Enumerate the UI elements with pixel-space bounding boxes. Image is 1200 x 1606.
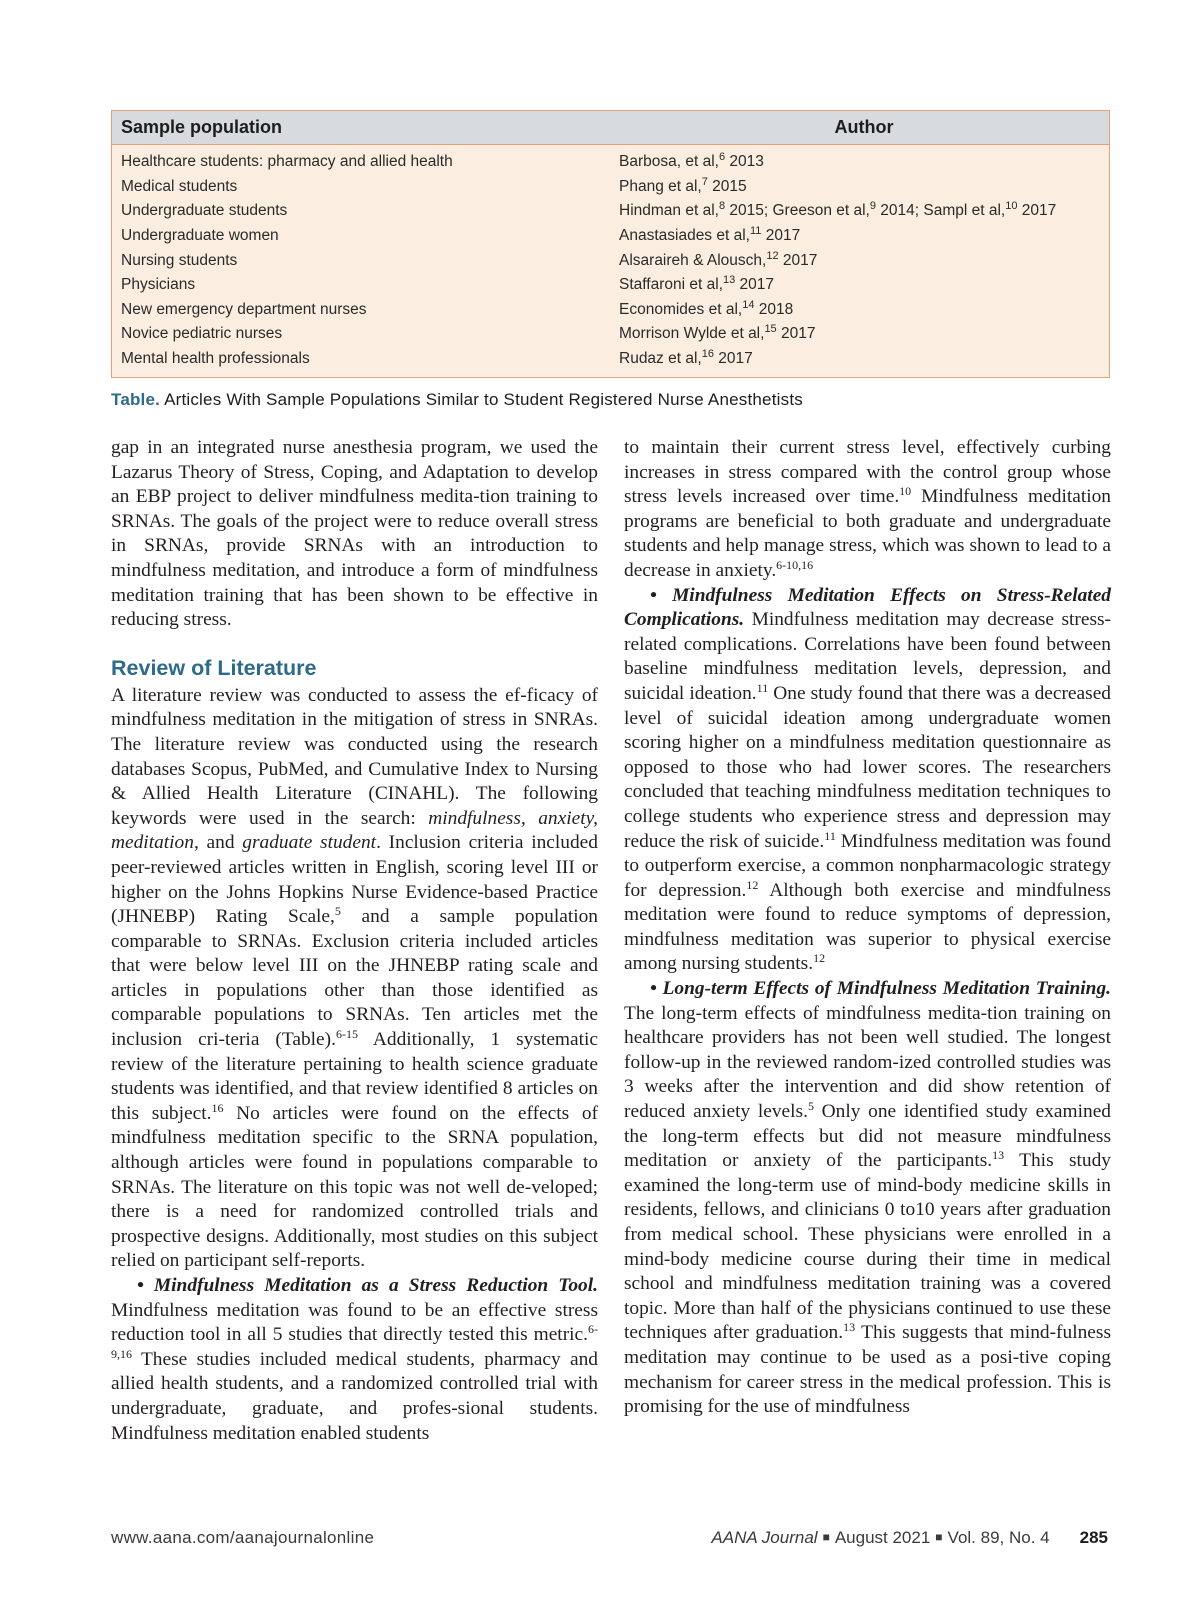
table-row xyxy=(112,175,1109,200)
citation: 15 xyxy=(764,323,777,336)
volume-number: Vol. 89, No. 4 xyxy=(947,1528,1050,1547)
citation: 5 xyxy=(334,904,341,919)
section-heading-review-of-literature: Review of Literature xyxy=(111,655,317,680)
citation: 11 xyxy=(824,828,836,843)
citation: 12 xyxy=(766,249,779,262)
table-caption-text: Articles With Sample Populations Similar to Student Registered Nurse Anesthetists xyxy=(164,390,803,409)
table-body xyxy=(112,145,1109,377)
separator: ■ xyxy=(822,1530,830,1544)
citation: 6-9,16 xyxy=(111,1322,598,1361)
cell-sample-population: Undergraduate students xyxy=(121,202,288,220)
citation: 10 xyxy=(1005,200,1018,213)
citation: 9 xyxy=(869,200,876,213)
citation: 12 xyxy=(813,951,826,966)
cell-sample-population: Medical students xyxy=(121,177,238,195)
cell-sample-population: New emergency department nurses xyxy=(121,300,367,318)
bullet-heading: • Mindfulness Meditation as a Stress Reduction Tool. xyxy=(137,1275,598,1296)
separator: ■ xyxy=(935,1530,943,1544)
citation: 16 xyxy=(701,348,714,361)
cell-author: Morrison Wylde et al,$^{15}$ 2017 xyxy=(619,323,816,343)
table-row xyxy=(112,199,1109,224)
citation: 14 xyxy=(742,298,755,311)
cell-author: Alsaraireh & Alousch,$^{12}$ 2017 xyxy=(619,249,818,269)
citation: 11 xyxy=(749,225,762,238)
table-row xyxy=(112,347,1109,372)
cell-sample-population: Nursing students xyxy=(121,251,238,269)
citation: 11 xyxy=(756,680,769,695)
cell-sample-population: Physicians xyxy=(121,276,196,294)
header-sample-population: Sample population xyxy=(121,117,283,137)
citation: 6-10,16 xyxy=(776,557,814,572)
table-row xyxy=(112,150,1109,175)
citation: 10 xyxy=(899,484,912,499)
stress-complications-paragraph: • Mindfulness Meditation Effects on Stress-Related Complications. Mindfulness meditation may decrease stress-related complications. Correlations have been found between baseline mindfulness meditation levels, depression, and suicidal ideation.$^{11}$ One study found that there was a decreased level of suicidal ideation among undergraduate women scoring higher on a mindfulness meditation questionnaire as opposed to those who had lower scores. The researchers concluded that teaching mindfulness meditation techniques to college students who experience stress and depression may reduce the risk of suicide.$^{11}$ Mindfulness meditation was found to outperform exercise, a common nonpharmacologic strategy for depression.$^{12}$ Although both exercise and mindfulness meditation were found to reduce symptoms of depression, mindfulness meditation was superior to physical exercise among nursing students.$^{12}$ xyxy=(624,584,1111,975)
long-term-effects-paragraph: • Long-term Effects of Mindfulness Meditation Training. The long-term effects of mindfulness medita-tion training on healthcare providers has not been well studied. The longest follow-up in the reviewed random-ized controlled studies was 3 weeks after the intervention and did show retention of reduced anxiety levels.$^5$ Only one identified study examined the long-term effects but did not measure mindfulness meditation or anxiety of the participants.$^{13}$ This study examined the long-term use of mind-body medicine skills in residents, fellows, and clinicians 0 to10 years after graduation from medical school. These physicians were enrolled in a mind-body medicine course during their time in medical school and mindfulness meditation training was a covered topic. More than half of the physicians continued to use these techniques after graduation.$^{13}$ This suggests that mind-fulness meditation may continue to be used as a posi-tive coping mechanism for career stress in the medical profession. This is promising for the use of mindfulness xyxy=(624,978,1112,1418)
cell-author: Economides et al,$^{14}$ 2018 xyxy=(619,298,794,318)
table-row xyxy=(112,224,1109,249)
table-row xyxy=(112,322,1109,347)
cell-author: Staffaroni et al,$^{13}$ 2017 xyxy=(619,274,775,294)
cell-sample-population: Undergraduate women xyxy=(121,227,279,245)
citation: 12 xyxy=(746,877,759,892)
continued-paragraph: to maintain their current stress level, effectively curbing increases in stress compared with the control group whose stress levels increased over time.$^{10}$ Mindfulness meditation programs are beneficial to both graduate and undergraduate students and help manage stress, which was shown to lead to a decrease in anxiety.$^{6-10,16}$ xyxy=(624,437,1111,581)
table-row xyxy=(112,273,1109,298)
intro-paragraph: gap in an integrated nurse anesthesia program, we used the Lazarus Theory of Stress, Coping, and Adaptation to develop an EBP project to deliver mindfulness medita-tion training to SRNAs. The goals of the project were to reduce overall stress in SRNAs, provide SRNAs with an introduction to mindfulness meditation, and introduce a form of mindfulness meditation training that has been shown to be effective in reducing stress. xyxy=(111,437,598,631)
journal-info xyxy=(711,1528,1108,1548)
citation: 13 xyxy=(843,1320,856,1335)
left-column xyxy=(111,436,598,1446)
cell-author: Hindman et al,$^8$ 2015; Greeson et al,$^9$ 2014; Sampl et al,$^{10}$ 2017 xyxy=(619,200,1057,220)
citation: 13 xyxy=(722,274,736,287)
cell-sample-population: Mental health professionals xyxy=(121,350,310,368)
cell-sample-population: Healthcare students: pharmacy and allied health xyxy=(121,153,453,171)
issue-date: August 2021 xyxy=(834,1528,931,1547)
citation: 6-15 xyxy=(335,1027,358,1042)
cell-sample-population: Novice pediatric nurses xyxy=(121,325,283,343)
citation: 13 xyxy=(992,1148,1005,1163)
bullet-heading: • Long-term Effects of Mindfulness Meditation Training. xyxy=(650,978,1111,1000)
citation: 16 xyxy=(211,1100,224,1115)
header-author: Author xyxy=(834,117,894,137)
citation: 5 xyxy=(807,1099,814,1114)
journal-url: www.aana.com/aanajournalonline xyxy=(111,1528,375,1547)
cell-author: Phang et al,$^7$ 2015 xyxy=(619,175,747,195)
stress-reduction-paragraph: • Mindfulness Meditation as a Stress Reduction Tool. Mindfulness meditation was found to be an effective stress reduction tool in all 5 studies that directly tested this metric.$^{6-9,16}$ These studies included medical students, pharmacy and allied health students, and a randomized controlled trial with undergraduate, graduate, and profes-sional students. Mindfulness meditation enabled students xyxy=(111,1275,598,1444)
cell-author: Barbosa, et al,$^6$ 2013 xyxy=(619,151,764,171)
right-column xyxy=(624,436,1111,1420)
table-caption-label: Table. xyxy=(111,390,161,409)
citation: 6 xyxy=(718,151,726,164)
page-footer xyxy=(111,1528,1108,1552)
table-header-row xyxy=(112,111,1109,145)
journal-name: AANA Journal xyxy=(711,1528,818,1547)
articles-table xyxy=(111,110,1110,378)
cell-author: Rudaz et al,$^{16}$ 2017 xyxy=(619,348,753,368)
citation: 7 xyxy=(701,175,708,188)
cell-author: Anastasiades et al,$^{11}$ 2017 xyxy=(619,225,801,245)
table-row xyxy=(112,298,1109,323)
bullet-heading: • Mindfulness Meditation Effects on Stress-Related Complications. xyxy=(624,584,1111,631)
page-number: 285 xyxy=(1079,1528,1108,1547)
table-caption xyxy=(111,390,803,410)
table-row xyxy=(112,248,1109,273)
literature-paragraph: A literature review was conducted to assess the ef-ficacy of mindfulness meditation in the mitigation of stress in SNRAs. The literature review was conducted using the research databases Scopus, PubMed, and Cumulative Index to Nursing & Allied Health Literature (CINAHL). The following keywords were used in the search: mindfulness, anxiety, meditation, and graduate student. Inclusion criteria included peer-reviewed articles written in English, scoring level III or higher on the Johns Hopkins Nurse Evidence-based Practice (JHNEBP) Rating Scale,$^5$ and a sample population comparable to SRNAs. Exclusion criteria included articles that were below level III on the JHNEBP rating scale and articles in populations other than those identified as comparable populations to SRNAs. Ten articles met the inclusion cri-teria (Table).$^{6-15}$ Additionally, 1 systematic review of the literature pertaining to health science graduate students was identified, and that review identified 8 articles on this subject.$^{16}$ No articles were found on the effects of mindfulness meditation specific to the SRNA population, although articles were found in populations comparable to SRNAs. The literature on this topic was not well de-veloped; there is a need for randomized controlled trials and prospective designs. Additionally, most studies on this subject relied on participant self-reports. xyxy=(111,684,598,1272)
citation: 8 xyxy=(718,200,726,213)
